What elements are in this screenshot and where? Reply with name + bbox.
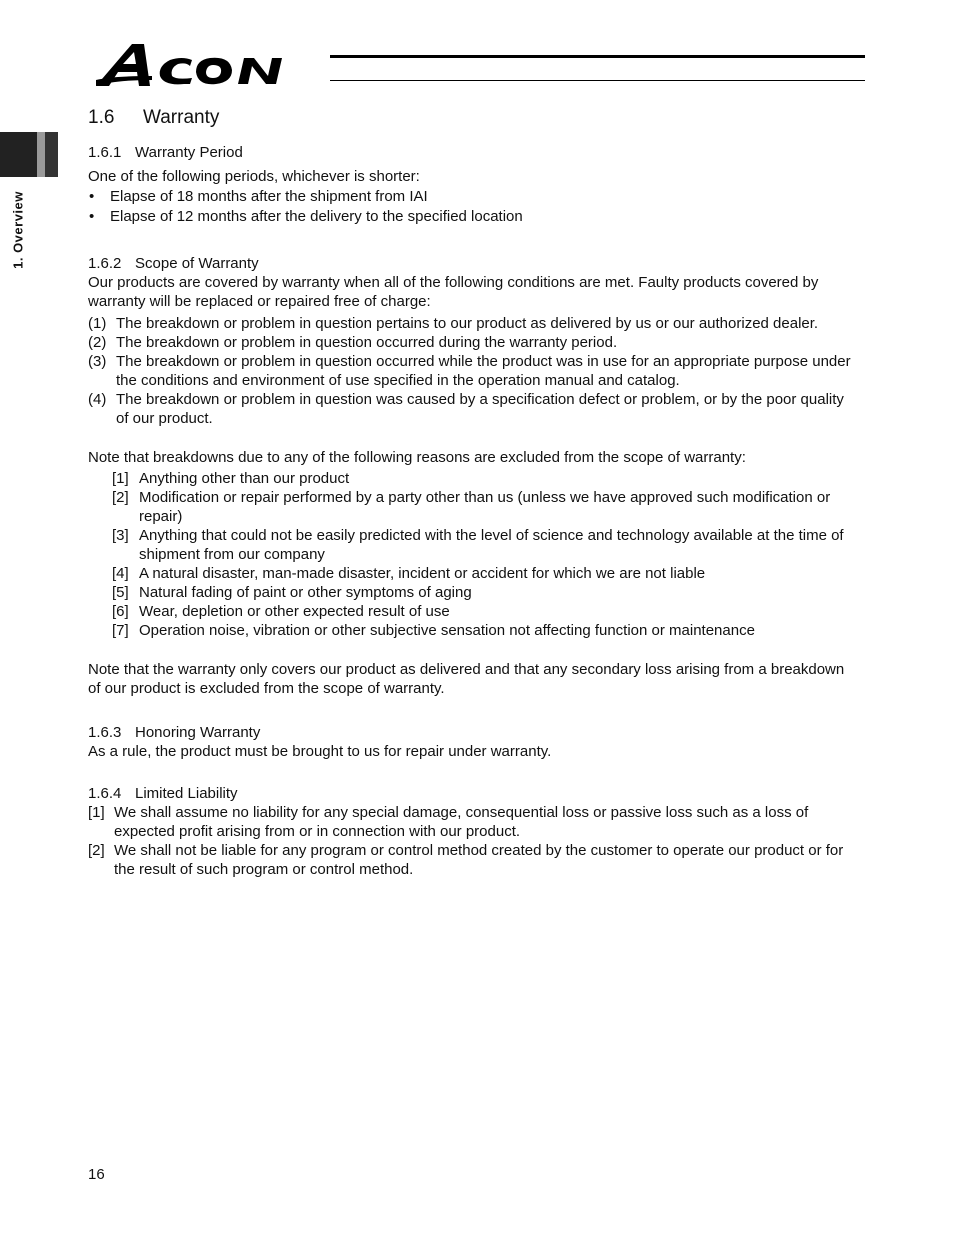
list-item: [7] Operation noise, vibration or other subjective sensation not affecting function or maintenance [112,622,755,639]
list-item: [5] Natural fading of paint or other symptoms of aging [112,584,472,601]
section-title: Warranty [143,107,220,128]
chapter-tab-marker [0,132,37,177]
main-content [88,106,858,879]
scope-intro: Our products are covered by warranty when all of the following conditions are met. Faulty products covered by warranty will be replaced or repaired free of charge: [88,274,819,310]
exclusion-intro: Note that breakdowns due to any of the following reasons are excluded from the scope of warranty: [88,449,746,466]
scope-conditions [88,314,858,428]
header-rule [330,55,865,85]
list-item: [2] Modification or repair performed by a party other than us (unless we have approved such modification or repair) [112,489,831,525]
page-number: 16 [88,1166,105,1183]
list-item: (1) The breakdown or problem in question pertains to our product as delivered by us or our authorized dealer. [88,315,819,332]
chapter-tab-stripe [37,132,45,177]
chapter-label: 1. Overview [10,191,26,269]
list-item: [4] A natural disaster, man-made disaster, incident or accident for which we are not liable [112,565,706,582]
list-item: • Elapse of 12 months after the delivery to the specified location [89,208,523,225]
list-item: [3] Anything that could not be easily predicted with the level of science and technology available at the time of shipment from our company [112,527,844,563]
liability-list [88,803,858,879]
bullet-icon: • [89,188,95,205]
subsection-heading-honoring: 1.6.3 Honoring Warranty [88,724,261,741]
scope-note: Note that the warranty only covers our product as delivered and that any secondary loss arising from a breakdown of our product is excluded from the scope of warranty. [88,661,845,697]
bullet-icon: • [89,208,95,225]
list-item: (2) The breakdown or problem in question occurred during the warranty period. [88,334,618,351]
list-item: [2] We shall not be liable for any program or control method created by the customer to operate our product or for the result of such program or control method. [88,842,844,878]
list-item: [6] Wear, depletion or other expected result of use [112,603,450,620]
list-item: [1] We shall assume no liability for any special damage, consequential loss or passive loss such as a loss of expected profit arising from or in connection with our product. [88,804,809,840]
acon-logo [92,40,332,88]
period-list [88,187,858,226]
subsection-heading-scope: 1.6.2 Scope of Warranty [88,255,259,272]
list-item: • Elapse of 18 months after the shipment from IAI [89,188,428,205]
honoring-text: As a rule, the product must be brought to us for repair under warranty. [88,743,552,760]
list-item: (4) The breakdown or problem in question was caused by a specification defect or problem, or by the poor quality of our product. [88,391,844,427]
subsection-heading-period: 1.6.1 Warranty Period [88,144,243,161]
section-number: 1.6 [88,107,115,128]
list-item: (3) The breakdown or problem in question occurred while the product was in use for an appropriate purpose under the conditions and environment of use specified in the operation manual and catalog. [88,353,851,389]
exclusion-list [112,469,858,640]
chapter-tab-edge [45,132,58,177]
subsection-heading-liability: 1.6.4 Limited Liability [88,785,238,802]
section-heading [88,106,858,130]
period-intro: One of the following periods, whichever is shorter: [88,168,420,185]
list-item: [1] Anything other than our product [112,470,350,487]
